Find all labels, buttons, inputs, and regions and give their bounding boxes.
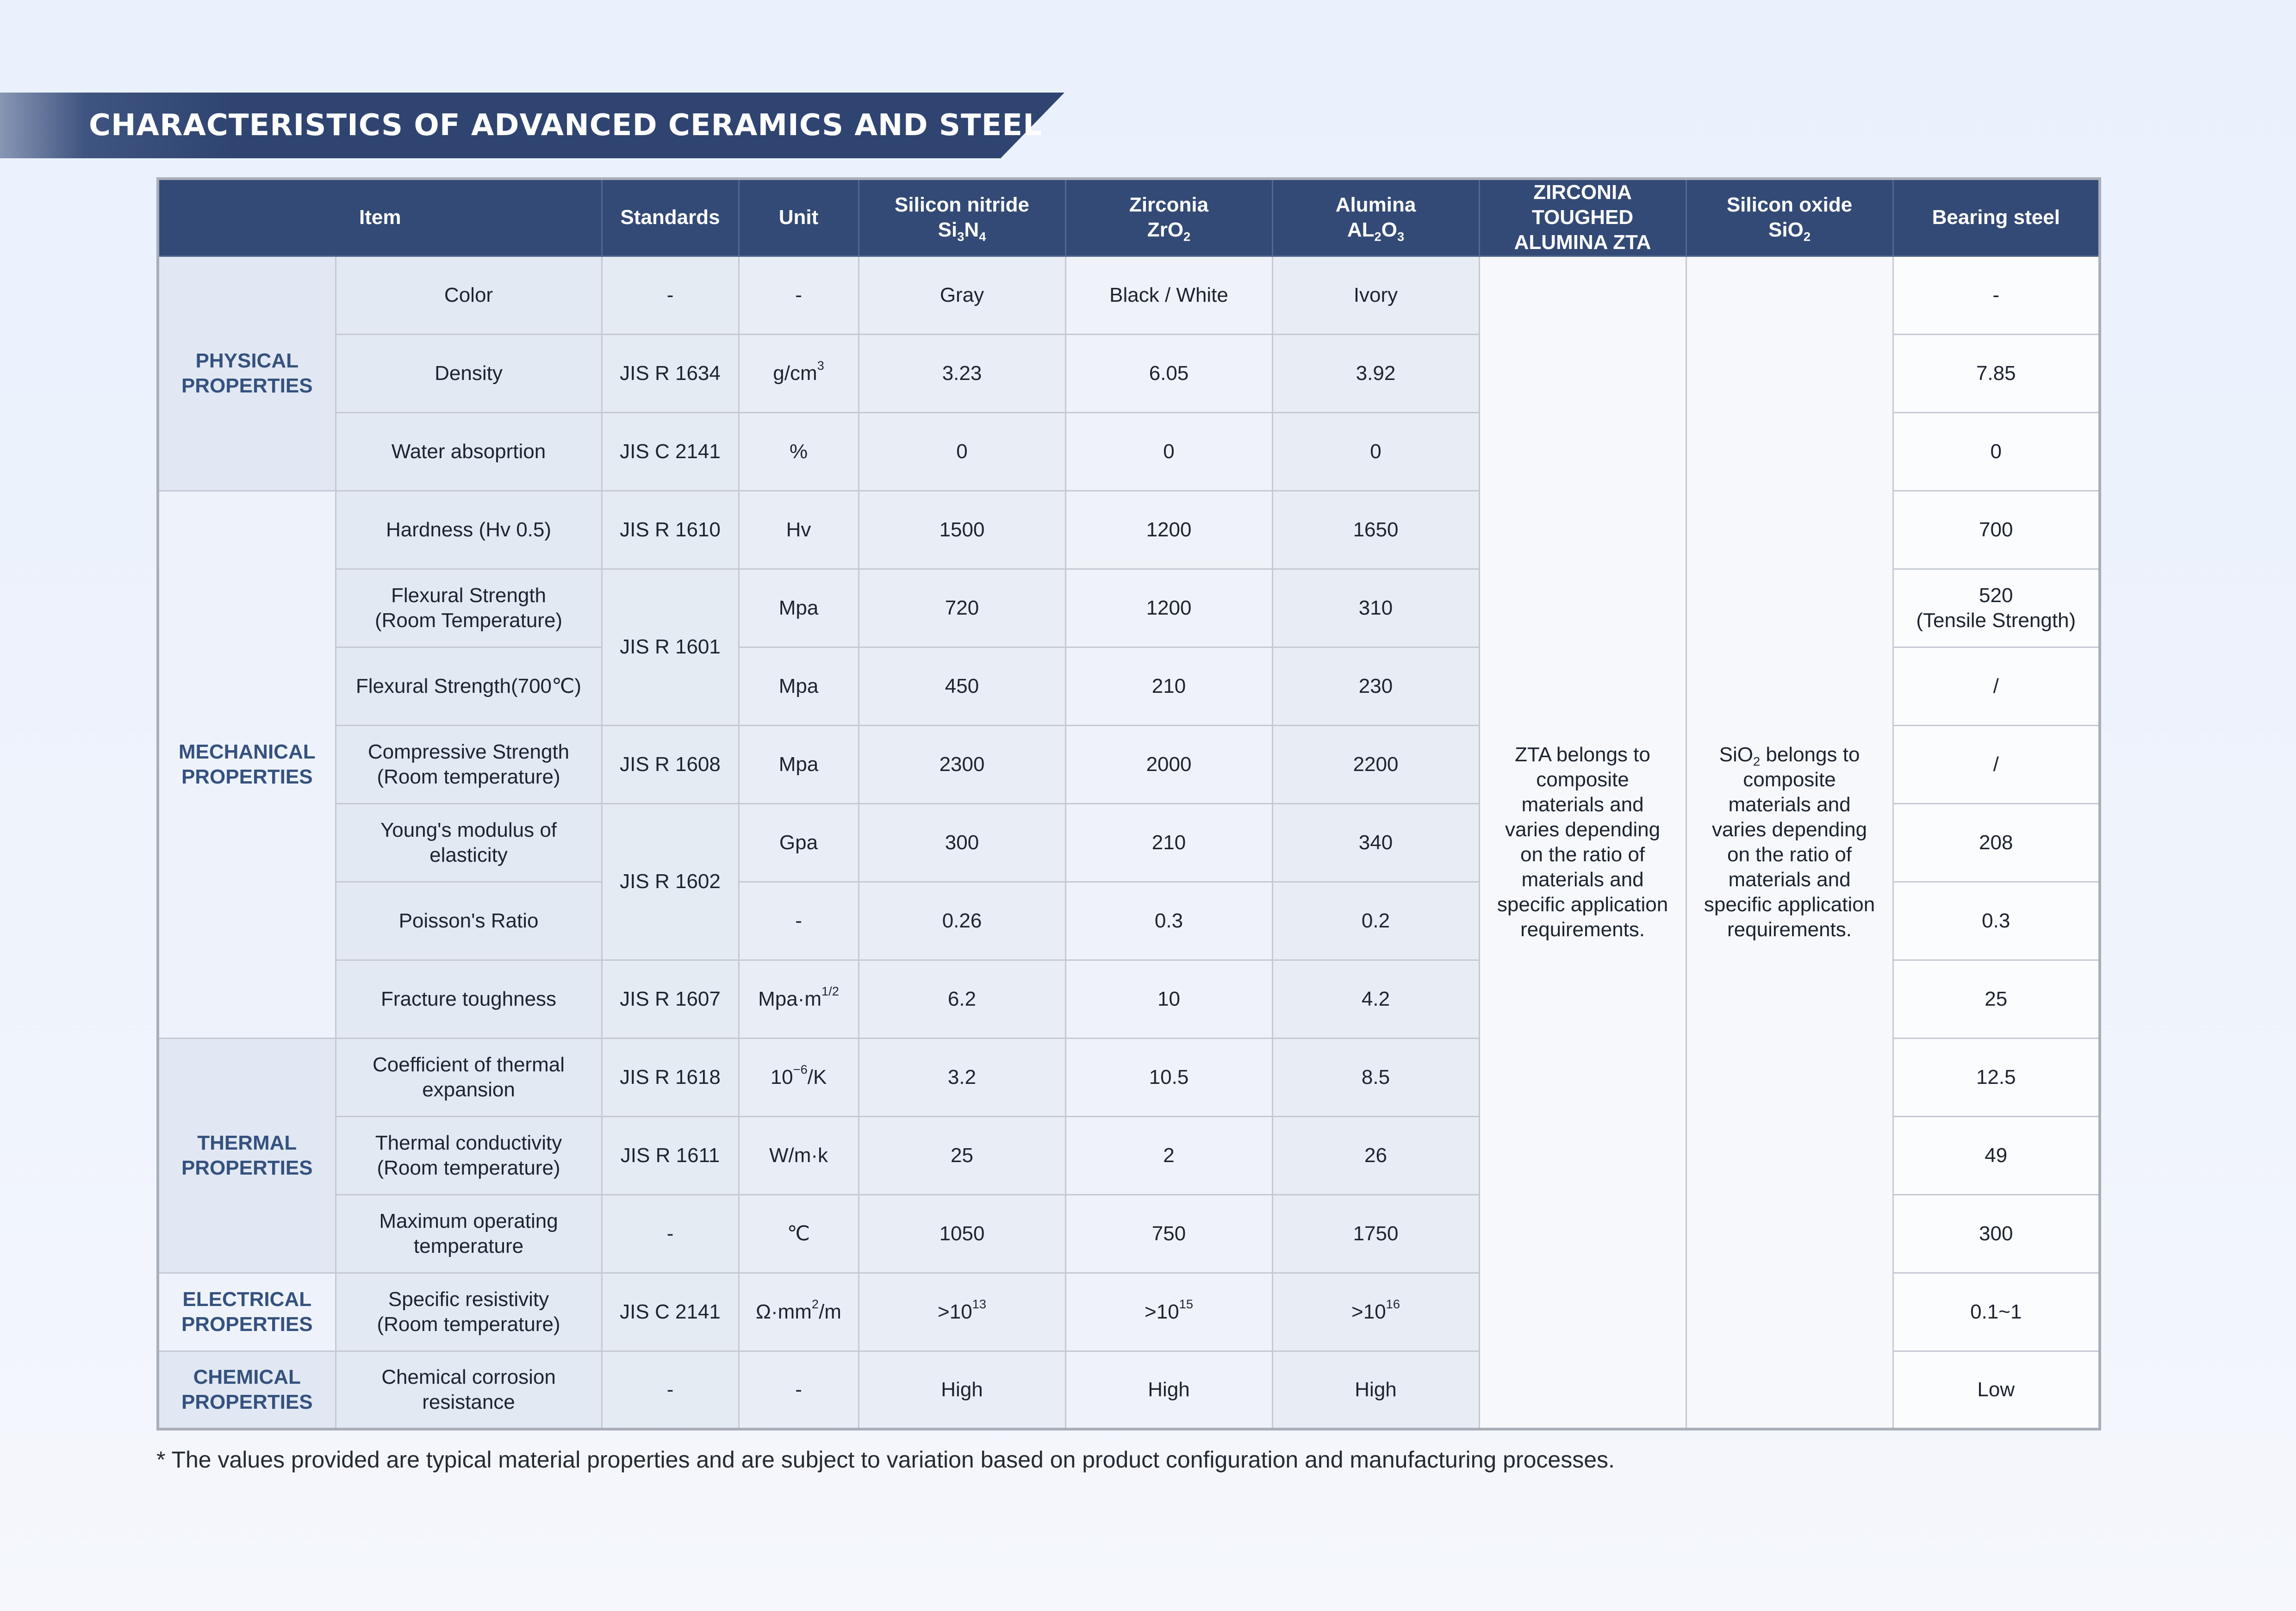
- item-thermal-expansion: Coefficient of thermal expansion: [336, 1038, 602, 1116]
- header-alumina: Alumina $AL_2O_3$: [1272, 179, 1479, 256]
- item-chemical-corrosion: Chemical corrosion resistance: [336, 1351, 602, 1429]
- value-zirconia: 210: [1065, 803, 1272, 882]
- item-poissons-ratio: Poisson's Ratio: [336, 882, 602, 960]
- item-thermal-conductivity: Thermal conductivity (Room temperature): [336, 1116, 602, 1194]
- value-bearing-steel: 7.85: [1893, 334, 2100, 412]
- item-flexural-strength-rt: Flexural Strength (Room Temperature): [336, 569, 602, 647]
- value-zirconia: 2000: [1065, 725, 1272, 803]
- value-zirconia: 6.05: [1065, 334, 1272, 412]
- unit-cell: ℃: [739, 1194, 859, 1273]
- unit-cell: %: [739, 412, 859, 491]
- value-bearing-steel: 12.5: [1893, 1038, 2100, 1116]
- value-zirconia: 10.5: [1065, 1038, 1272, 1116]
- value-bearing-steel: Low: [1893, 1351, 2100, 1429]
- note-silicon-oxide: SiO$_2$ belongs to composite materials and varies depending on the ratio of materials and specific application requirements.: [1686, 256, 1893, 1429]
- value-alumina: 1750: [1272, 1194, 1479, 1273]
- value-bearing-steel: 520 (Tensile Strength): [1893, 569, 2100, 647]
- standard-cell: -: [602, 1194, 739, 1273]
- value-silicon-nitride: 1050: [859, 1194, 1065, 1273]
- item-compressive-strength: Compressive Strength (Room temperature): [336, 725, 602, 803]
- standard-cell: JIS R 1610: [602, 491, 739, 569]
- value-alumina: 230: [1272, 647, 1479, 725]
- value-zirconia: 0: [1065, 412, 1272, 491]
- unit-cell: $\Omega\cdot mm^2/m$: [739, 1273, 859, 1351]
- value-zirconia: 0.3: [1065, 882, 1272, 960]
- category-thermal: THERMAL PROPERTIES: [158, 1038, 336, 1273]
- table-row: [158, 256, 2100, 334]
- value-alumina: 0.2: [1272, 882, 1479, 960]
- value-zirconia: $>10^{15}$: [1065, 1273, 1272, 1351]
- standard-cell: JIS C 2141: [602, 1273, 739, 1351]
- value-zirconia: High: [1065, 1351, 1272, 1429]
- value-zirconia: 1200: [1065, 491, 1272, 569]
- value-bearing-steel: 0.3: [1893, 882, 2100, 960]
- value-zirconia: 10: [1065, 960, 1272, 1038]
- value-bearing-steel: 25: [1893, 960, 2100, 1038]
- value-silicon-nitride: 2300: [859, 725, 1065, 803]
- unit-cell: $10^{-6}/K$: [739, 1038, 859, 1116]
- value-alumina: 26: [1272, 1116, 1479, 1194]
- value-silicon-nitride: Gray: [859, 256, 1065, 334]
- value-silicon-nitride: 6.2: [859, 960, 1065, 1038]
- value-silicon-nitride: 25: [859, 1116, 1065, 1194]
- value-bearing-steel: 49: [1893, 1116, 2100, 1194]
- value-alumina: 1650: [1272, 491, 1479, 569]
- standard-cell: JIS R 1602: [602, 803, 739, 960]
- value-silicon-nitride: 300: [859, 803, 1065, 882]
- item-color: Color: [336, 256, 602, 334]
- header-bearing-steel: Bearing steel: [1893, 179, 2100, 256]
- unit-cell: Mpa: [739, 725, 859, 803]
- footnote: * The values provided are typical material properties and are subject to variation based on product configuration and manufacturing processes.: [156, 1447, 1615, 1473]
- value-silicon-nitride: 720: [859, 569, 1065, 647]
- item-density: Density: [336, 334, 602, 412]
- value-silicon-nitride: 3.2: [859, 1038, 1065, 1116]
- value-silicon-nitride: 1500: [859, 491, 1065, 569]
- unit-cell: -: [739, 882, 859, 960]
- unit-cell: Mpa: [739, 569, 859, 647]
- value-zirconia: Black / White: [1065, 256, 1272, 334]
- standard-cell: JIS R 1611: [602, 1116, 739, 1194]
- header-unit: Unit: [739, 179, 859, 256]
- item-specific-resistivity: Specific resistivity (Room temperature): [336, 1273, 602, 1351]
- value-bearing-steel: 300: [1893, 1194, 2100, 1273]
- unit-cell: $Mpa\cdot m^{1/2}$: [739, 960, 859, 1038]
- standard-cell: JIS R 1607: [602, 960, 739, 1038]
- value-alumina: 3.92: [1272, 334, 1479, 412]
- value-bearing-steel: 208: [1893, 803, 2100, 882]
- value-silicon-nitride: 3.23: [859, 334, 1065, 412]
- item-max-operating-temperature: Maximum operating temperature: [336, 1194, 602, 1273]
- header-zta: ZIRCONIA TOUGHED ALUMINA ZTA: [1479, 179, 1686, 256]
- item-water-absorption: Water absoprtion: [336, 412, 602, 491]
- unit-cell: -: [739, 256, 859, 334]
- standard-cell: -: [602, 1351, 739, 1429]
- header-silicon-nitride: Silicon nitride $Si_3N_4$: [859, 179, 1065, 256]
- value-silicon-nitride: 0: [859, 412, 1065, 491]
- category-mechanical: MECHANICAL PROPERTIES: [158, 491, 336, 1038]
- value-silicon-nitride: High: [859, 1351, 1065, 1429]
- page-title: CHARACTERISTICS OF ADVANCED CERAMICS AND STEEL: [89, 108, 1042, 143]
- value-alumina: 2200: [1272, 725, 1479, 803]
- category-physical: PHYSICAL PROPERTIES: [158, 256, 336, 491]
- value-silicon-nitride: 0.26: [859, 882, 1065, 960]
- value-alumina: 8.5: [1272, 1038, 1479, 1116]
- unit-cell: Gpa: [739, 803, 859, 882]
- unit-cell: Hv: [739, 491, 859, 569]
- header-silicon-oxide: Silicon oxide SiO$_2$: [1686, 179, 1893, 256]
- standard-cell: JIS R 1618: [602, 1038, 739, 1116]
- value-alumina: $>10^{16}$: [1272, 1273, 1479, 1351]
- unit-cell: W/m·k: [739, 1116, 859, 1194]
- value-bearing-steel: -: [1893, 256, 2100, 334]
- item-youngs-modulus: Young's modulus of elasticity: [336, 803, 602, 882]
- note-zta: ZTA belongs to composite materials and varies depending on the ratio of materials and specific application requirements.: [1479, 256, 1686, 1429]
- category-electrical: ELECTRICAL PROPERTIES: [158, 1273, 336, 1351]
- value-bearing-steel: 0: [1893, 412, 2100, 491]
- category-chemical: CHEMICAL PROPERTIES: [158, 1351, 336, 1429]
- unit-cell: Mpa: [739, 647, 859, 725]
- value-bearing-steel: 0.1~1: [1893, 1273, 2100, 1351]
- value-bearing-steel: /: [1893, 647, 2100, 725]
- standard-cell: JIS R 1608: [602, 725, 739, 803]
- unit-cell: $g/cm^3$: [739, 334, 859, 412]
- item-fracture-toughness: Fracture toughness: [336, 960, 602, 1038]
- value-zirconia: 2: [1065, 1116, 1272, 1194]
- header-zirconia: Zirconia ZrO$_2$: [1065, 179, 1272, 256]
- value-alumina: Ivory: [1272, 256, 1479, 334]
- header-standards: Standards: [602, 179, 739, 256]
- header-row: [158, 179, 2100, 256]
- standard-cell: JIS R 1634: [602, 334, 739, 412]
- value-alumina: 4.2: [1272, 960, 1479, 1038]
- value-silicon-nitride: $>10^{13}$: [859, 1273, 1065, 1351]
- value-zirconia: 750: [1065, 1194, 1272, 1273]
- value-zirconia: 1200: [1065, 569, 1272, 647]
- header-item: Item: [158, 179, 602, 256]
- value-alumina: High: [1272, 1351, 1479, 1429]
- value-alumina: 310: [1272, 569, 1479, 647]
- standard-cell: JIS R 1601: [602, 569, 739, 725]
- value-bearing-steel: 700: [1893, 491, 2100, 569]
- value-silicon-nitride: 450: [859, 647, 1065, 725]
- item-flexural-strength-700: Flexural Strength(700℃): [336, 647, 602, 725]
- standard-cell: JIS C 2141: [602, 412, 739, 491]
- value-bearing-steel: /: [1893, 725, 2100, 803]
- properties-table: [156, 177, 2101, 1431]
- value-zirconia: 210: [1065, 647, 1272, 725]
- item-hardness: Hardness (Hv 0.5): [336, 491, 602, 569]
- value-alumina: 340: [1272, 803, 1479, 882]
- unit-cell: -: [739, 1351, 859, 1429]
- standard-cell: -: [602, 256, 739, 334]
- value-alumina: 0: [1272, 412, 1479, 491]
